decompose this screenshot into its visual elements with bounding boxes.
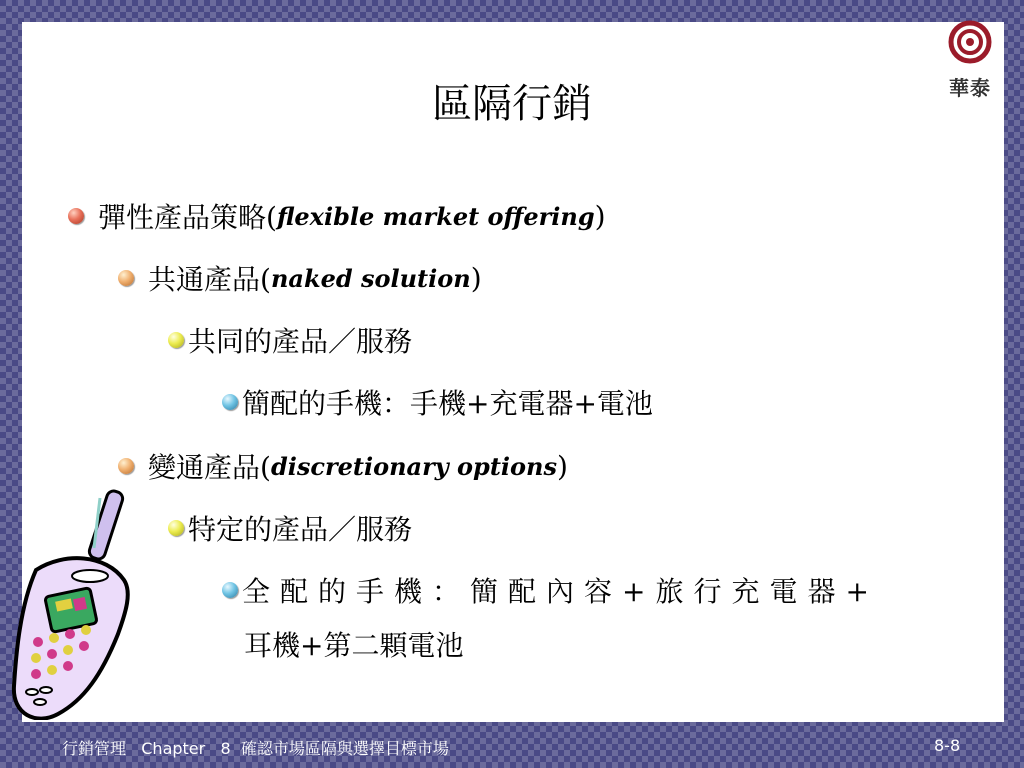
bullet-text-zh: 彈性產品策略( xyxy=(98,201,277,234)
bullet-text-en: naked solution xyxy=(270,263,471,293)
bullet-naked-solution xyxy=(118,258,482,298)
bullet-text-en: flexible market offering xyxy=(276,201,595,231)
bullet-text-line1: 全配的手機：簡配內容+旅行充電器+ xyxy=(242,575,879,608)
phone-screen xyxy=(45,588,97,633)
slide-title: 區隔行銷 xyxy=(432,81,592,127)
bullet-close-paren: ) xyxy=(557,449,568,483)
bullet-flexible-offering xyxy=(68,196,606,236)
bullet-common-product xyxy=(168,320,412,360)
bullet-red-icon xyxy=(68,208,84,224)
bullet-discretionary-options xyxy=(118,446,568,486)
mobile-phone-clipart xyxy=(6,488,136,720)
bullet-orange-icon xyxy=(118,458,134,474)
bullet-full-phone-continued xyxy=(244,624,463,664)
bullet-blue-icon xyxy=(222,394,238,410)
bullet-yellow-icon xyxy=(168,520,184,536)
logo-rings-icon xyxy=(948,20,992,64)
logo-text: 華泰 xyxy=(949,76,991,100)
footer-page-number: 8-8 xyxy=(934,736,961,755)
bullet-specific-product xyxy=(168,508,412,548)
bullet-text: 共同的產品／服務 xyxy=(188,325,413,358)
bullet-basic-phone xyxy=(222,382,653,422)
phone-earpiece xyxy=(72,570,108,582)
footer-course-chapter: 行銷管理 Chapter 8 確認市場區隔與選擇目標市場 xyxy=(62,739,449,758)
bullet-text-line2: 耳機+第二顆電池 xyxy=(244,629,464,662)
bullet-orange-icon xyxy=(118,270,134,286)
bullet-yellow-icon xyxy=(168,332,184,348)
bullet-text-zh: 共通產品( xyxy=(148,263,271,296)
bullet-full-phone xyxy=(222,570,879,610)
bullet-close-paren: ) xyxy=(470,261,482,295)
bullet-text-zh: 變通產品( xyxy=(148,451,271,484)
bullet-text: 簡配的手機：手機+充電器+電池 xyxy=(242,387,653,420)
bullet-text-en: discretionary options xyxy=(270,451,557,481)
bullet-close-paren: ) xyxy=(594,199,606,233)
bullet-text: 特定的產品／服務 xyxy=(188,513,413,546)
phone-antenna xyxy=(88,489,125,561)
bullet-blue-icon xyxy=(222,582,238,598)
